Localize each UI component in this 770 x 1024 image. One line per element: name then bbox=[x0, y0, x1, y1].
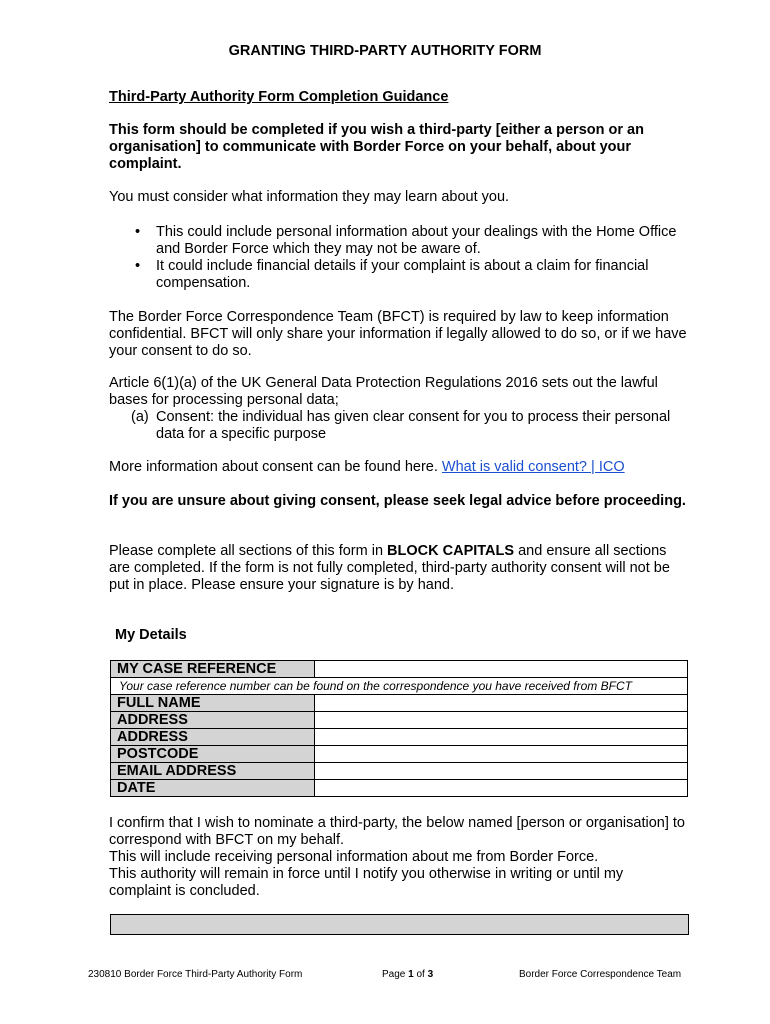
footer-page-number bbox=[382, 969, 433, 980]
article-paragraph bbox=[109, 375, 689, 443]
postcode-field[interactable] bbox=[315, 746, 688, 763]
table-row bbox=[111, 695, 688, 712]
full-name-field[interactable] bbox=[315, 695, 688, 712]
footer-right: Border Force Correspondence Team bbox=[519, 969, 682, 980]
page-total: 3 bbox=[427, 969, 434, 980]
email-address-field[interactable] bbox=[315, 763, 688, 780]
article-item-text: Consent: the individual has given clear consent for you to process their personal data for a specific purpose bbox=[156, 409, 671, 442]
footer-left: 230810 Border Force Third-Party Authority Form bbox=[88, 969, 303, 980]
more-info-text: More information about consent can be found here. bbox=[109, 459, 438, 475]
bullet-text: This could include personal information about your dealings with the Home Office and Border Force which they may not be aware of. bbox=[156, 224, 677, 257]
intro-paragraph: This form should be completed if you wish a third-party [either a person or an organisation] to communicate with Border Force on your behalf, about your complaint. bbox=[109, 122, 644, 172]
page-of: of bbox=[416, 969, 425, 980]
article-item bbox=[109, 409, 689, 443]
block-capitals-text: BLOCK CAPITALS bbox=[387, 543, 515, 559]
my-details-heading: My Details bbox=[115, 627, 187, 643]
confirm-line-3: This authority will remain in force until I notify you otherwise in writing or until my complaint is concluded. bbox=[109, 866, 624, 899]
consider-paragraph: You must consider what information they may learn about you. bbox=[109, 189, 510, 205]
table-row bbox=[111, 746, 688, 763]
table-row bbox=[111, 780, 688, 797]
bullet-icon: • bbox=[135, 224, 141, 240]
confirm-paragraph bbox=[109, 815, 689, 900]
page-current: 1 bbox=[408, 969, 414, 980]
article-item-label: (a) bbox=[131, 409, 149, 425]
bfct-paragraph: The Border Force Correspondence Team (BFCT) is required by law to keep information confidential. BFCT will only share your information if legally allowed to do so, or if we have your consent to do so. bbox=[109, 309, 687, 359]
date-field[interactable] bbox=[315, 780, 688, 797]
case-reference-label: MY CASE REFERENCE bbox=[111, 661, 315, 678]
bullet-text: It could include financial details if your complaint is about a claim for financial compensation. bbox=[156, 258, 649, 291]
list-item bbox=[109, 224, 689, 258]
form-title: GRANTING THIRD-PARTY AUTHORITY FORM bbox=[228, 43, 542, 59]
table-row bbox=[111, 712, 688, 729]
confirm-line-2: This will include receiving personal information about me from Border Force. bbox=[109, 849, 599, 865]
table-row bbox=[111, 763, 688, 780]
address-label-2: ADDRESS bbox=[111, 729, 315, 746]
page-word: Page bbox=[382, 969, 406, 980]
complete-paragraph bbox=[109, 543, 689, 594]
third-party-name-field[interactable] bbox=[110, 914, 689, 935]
ico-consent-link[interactable]: What is valid consent? | ICO bbox=[441, 459, 625, 475]
address-field-2[interactable] bbox=[315, 729, 688, 746]
complete-text-pre: Please complete all sections of this form in bbox=[109, 543, 384, 559]
more-info-paragraph bbox=[109, 459, 689, 476]
postcode-label: POSTCODE bbox=[111, 746, 315, 763]
case-reference-note: Your case reference number can be found on the correspondence you have received from BFCT bbox=[111, 678, 688, 695]
bullet-icon: • bbox=[135, 258, 141, 274]
table-row bbox=[111, 678, 688, 695]
guidance-heading: Third-Party Authority Form Completion Guidance bbox=[109, 89, 449, 105]
date-label: DATE bbox=[111, 780, 315, 797]
unsure-paragraph: If you are unsure about giving consent, please seek legal advice before proceeding. bbox=[109, 493, 686, 509]
full-name-label: FULL NAME bbox=[111, 695, 315, 712]
table-row bbox=[111, 661, 688, 678]
complete-text-post: and ensure all sections are completed. If the form is not fully completed, third-party authority consent will not be put in place. Please ensure your signature is by hand. bbox=[109, 543, 670, 593]
confirm-text: I confirm that I wish to nominate a third-party, the below named [person or organisation] to correspond with BFCT on my behalf. bbox=[109, 815, 685, 848]
info-bullet-list bbox=[109, 224, 689, 292]
address-label: ADDRESS bbox=[111, 712, 315, 729]
email-address-label: EMAIL ADDRESS bbox=[111, 763, 315, 780]
my-details-table bbox=[110, 660, 688, 797]
case-reference-field[interactable] bbox=[315, 661, 688, 678]
address-field[interactable] bbox=[315, 712, 688, 729]
list-item bbox=[109, 258, 689, 292]
table-row bbox=[111, 729, 688, 746]
article-text: Article 6(1)(a) of the UK General Data Protection Regulations 2016 sets out the lawful bases for processing personal data; bbox=[109, 375, 658, 408]
